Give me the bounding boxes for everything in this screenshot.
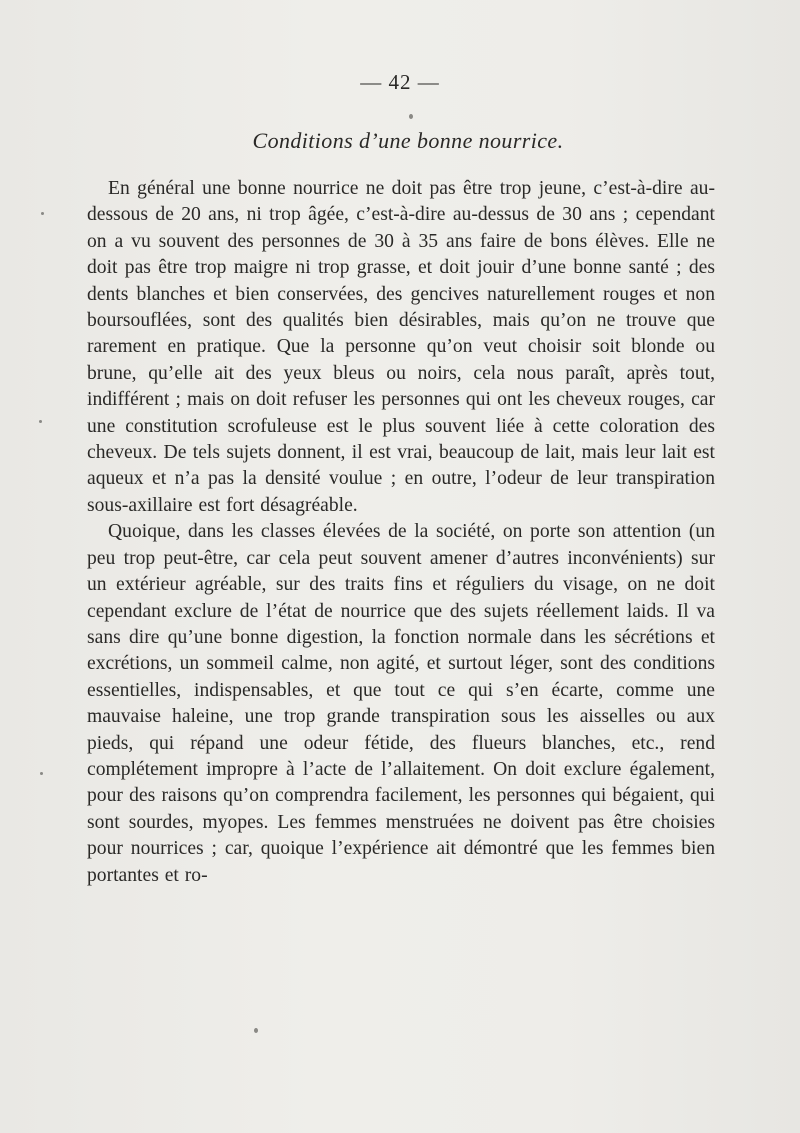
scan-speck: [409, 114, 413, 119]
section-title: Conditions d’une bonne nourrice.: [252, 128, 564, 153]
scan-speck: [40, 772, 43, 775]
scan-speck: [254, 1028, 258, 1033]
body-text: [87, 176, 715, 889]
paragraph-1: En général une bonne nourrice ne doit pas être trop jeune, c’est-à-dire au-dessous de 20 ans, ni trop âgée, c’est-à-dire au-dessus de 30 ans ; cependant on a vu souvent des personnes de 30 à 35 ans faire de bons élèves. Elle ne doit pas être trop maigre ni trop grasse, et doit jouir d’une bonne santé ; des dents blanches et bien conservées, des gencives naturellement rouges et non boursouflées, sont des qualités bien désirables, mais qu’on ne trouve que rarement en pratique. Que la personne qu’on veut choisir soit blonde ou brune, qu’elle ait des yeux bleus ou noirs, cela nous paraît, après tout, indifférent ; mais on doit refuser les personnes qui ont les cheveux rouges, car une constitution scrofuleuse est le plus souvent liée à cette coloration des cheveux. De tels sujets donnent, il est vrai, beaucoup de lait, mais leur lait est aqueux et n’a pas la densité voulue ; en outre, l’odeur de leur transpiration sous-axillaire est fort désagréable.: [87, 178, 715, 516]
page-number: — 42 —: [360, 70, 440, 94]
scan-speck: [41, 212, 44, 215]
scan-speck: [39, 420, 42, 423]
paragraph-2: Quoique, dans les classes élevées de la société, on porte son attention (un peu trop peut-être, car cela peut souvent amener d’autres inconvénients) sur un extérieur agréable, sur des traits fins et réguliers du visage, on ne doit cependant exclure de l’état de nourrice que des sujets réellement laids. Il va sans dire qu’une bonne digestion, la fonction normale dans les sécrétions et excrétions, un sommeil calme, non agité, et surtout léger, sont des conditions essentielles, indispensables, et que tout ce qui s’en écarte, comme une mauvaise haleine, une trop grande transpiration sous les aisselles ou aux pieds, qui répand une odeur fétide, des flueurs blanches, etc., rend complétement impropre à l’acte de l’allaitement. On doit exclure également, pour des raisons qu’on comprendra facilement, les personnes qui bégaient, qui sont sourdes, myopes. Les femmes menstruées ne doivent pas être choisies pour nourrices ; car, quoique l’expérience ait démontré que les femmes bien portantes et ro-: [87, 521, 715, 886]
